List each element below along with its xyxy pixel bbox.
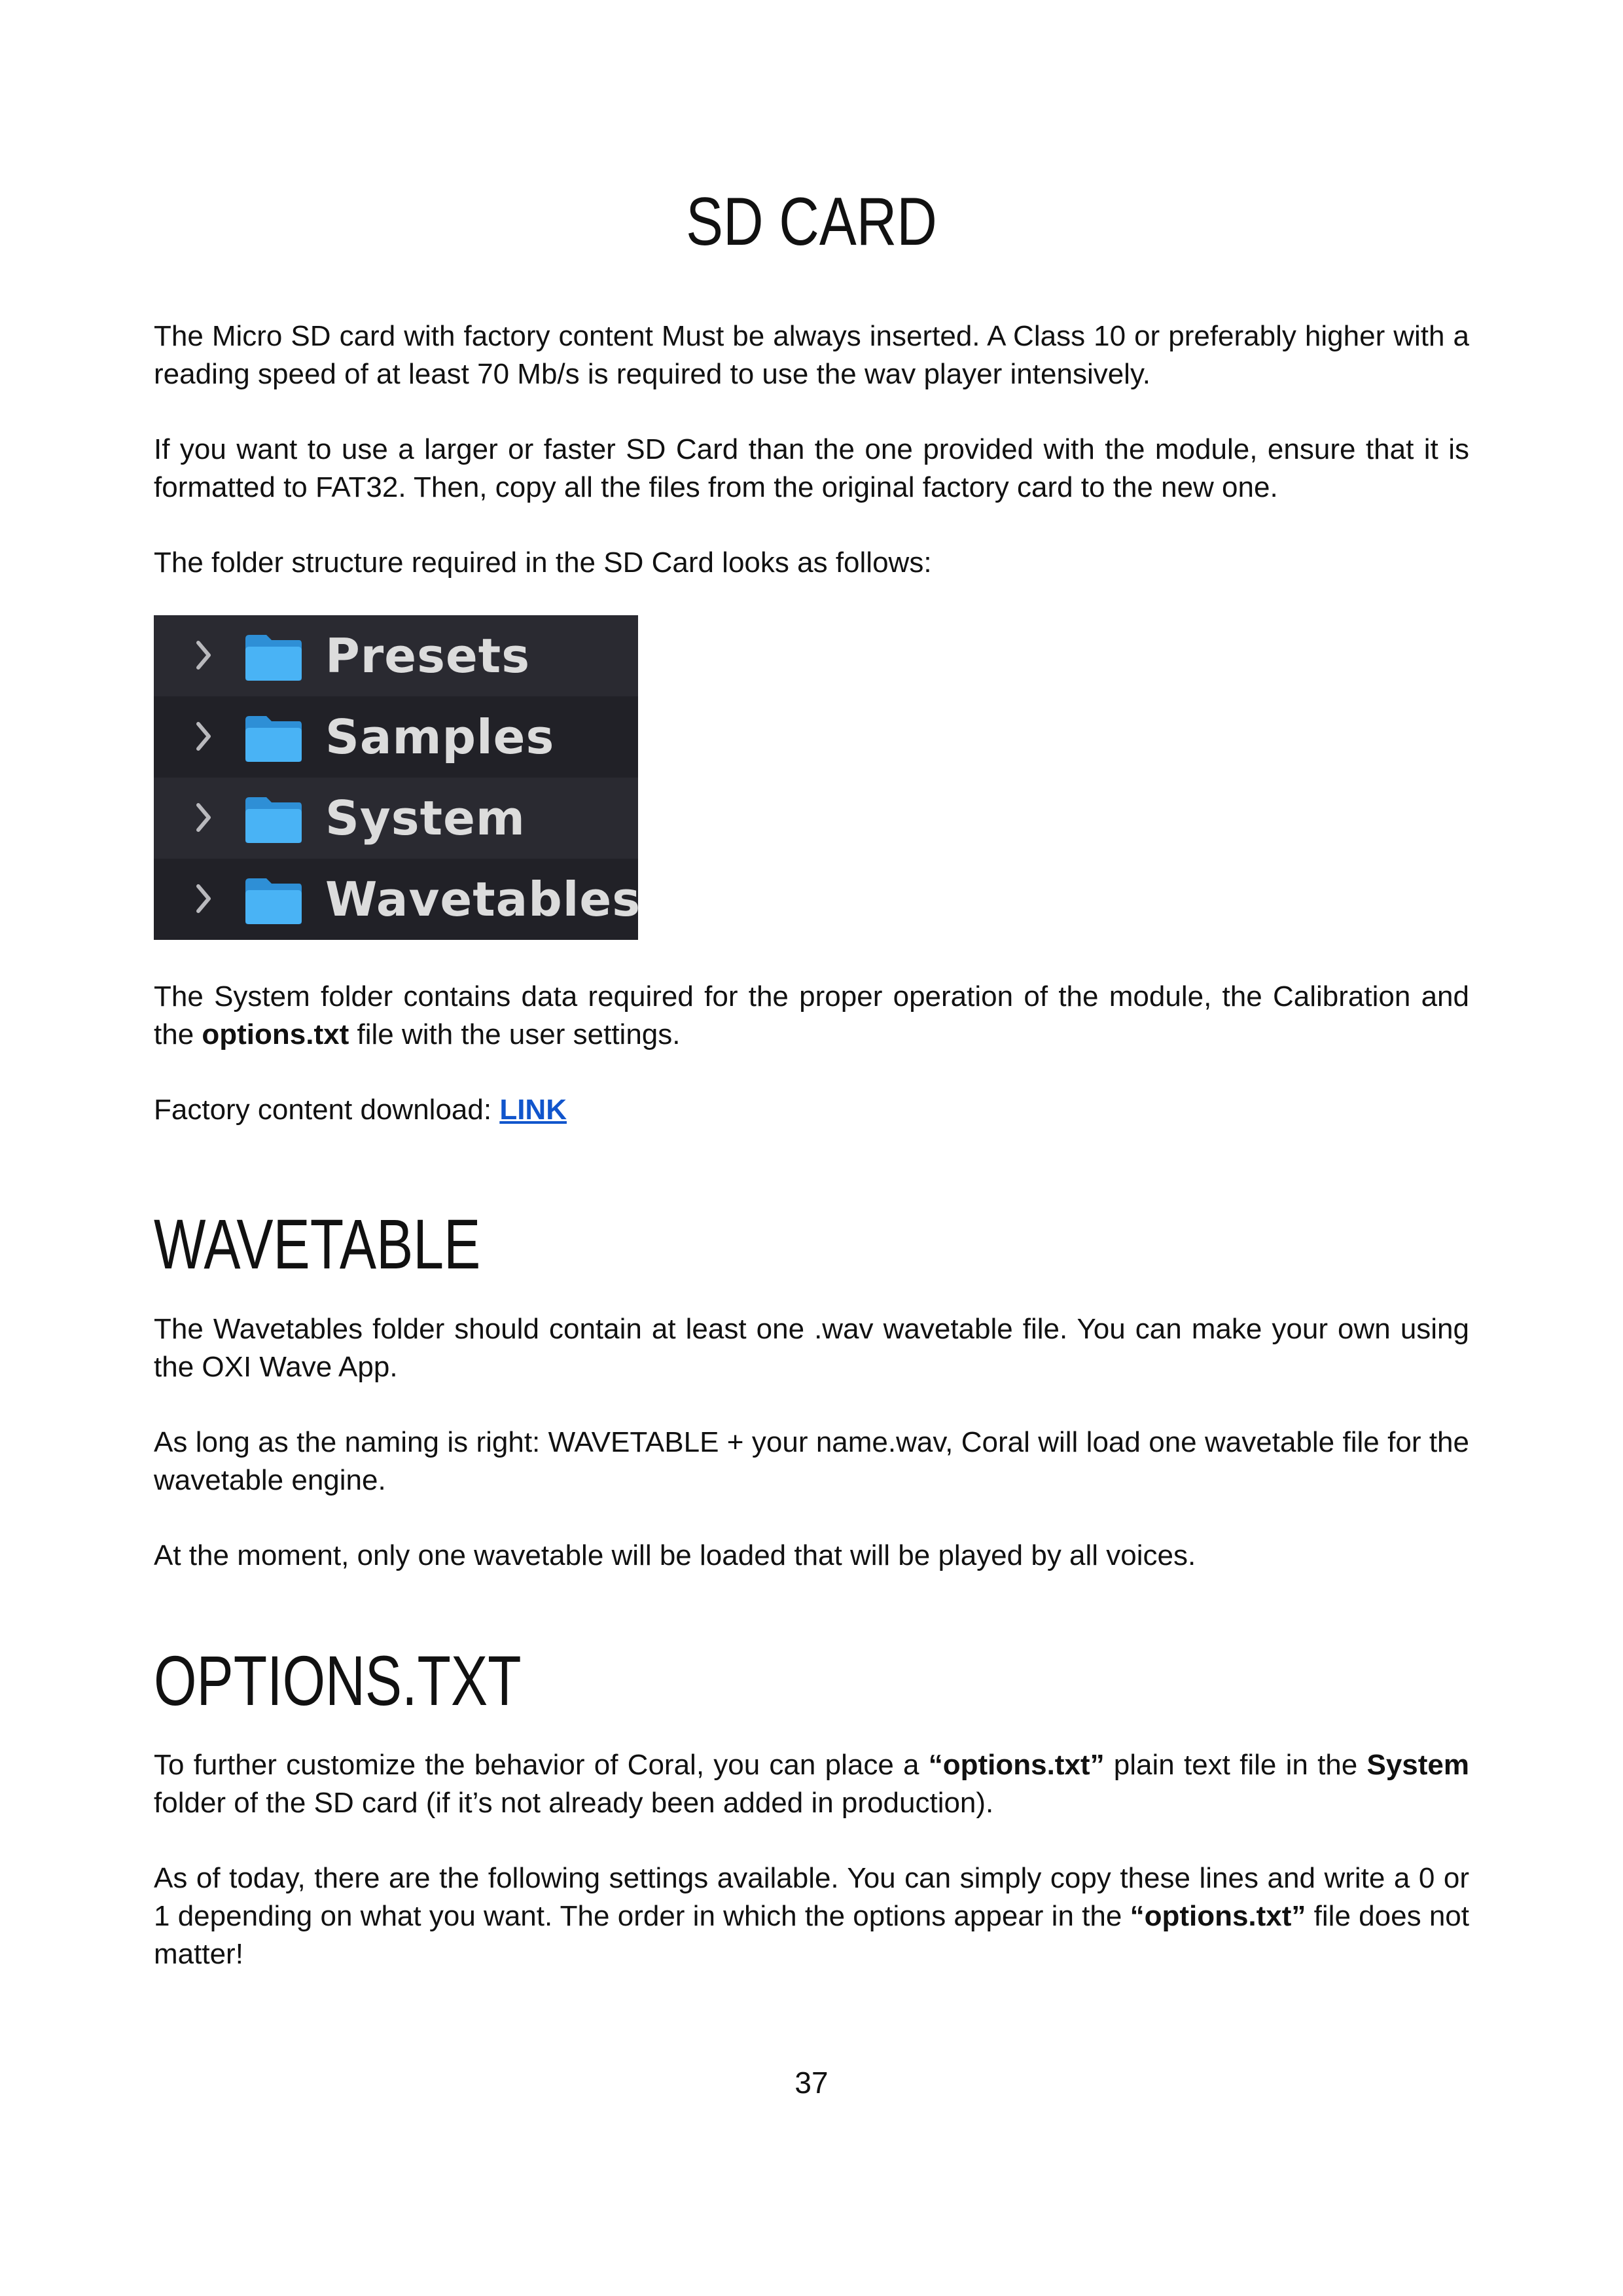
section-heading-wavetable: WAVETABLE: [154, 1204, 481, 1283]
folder-name: Presets: [325, 628, 531, 683]
folder-row-system: [154, 778, 638, 859]
options-paragraph-1: [154, 1746, 1469, 1822]
folder-icon: [243, 876, 304, 925]
folder-row-presets: [154, 615, 638, 696]
folder-icon: [243, 632, 304, 682]
system-folder-name: System: [1366, 1749, 1470, 1781]
folder-icon: [243, 713, 304, 763]
text-run: file with the user settings.: [349, 1018, 681, 1050]
folder-icon: [243, 795, 304, 844]
wavetable-paragraph-3: At the moment, only one wavetable will be loaded that will be played by all voices.: [154, 1539, 1196, 1571]
folder-name: Samples: [325, 709, 555, 764]
sd-card-paragraph-1: The Micro SD card with factory content Must be always inserted. A Class 10 or preferably higher with a reading speed of at least 70 Mb/s is required to use the wav player intensively.: [154, 320, 1469, 390]
folder-name: System: [325, 791, 526, 846]
folder-row-wavetables: [154, 859, 641, 940]
section-heading-options: OPTIONS.TXT: [154, 1641, 522, 1720]
folder-row-samples: [154, 696, 638, 778]
download-link[interactable]: LINK: [499, 1094, 567, 1126]
options-file-name: “options.txt”: [928, 1749, 1105, 1781]
text-run: The System folder contains data required for the proper operation of the module, the Calibration and the: [154, 980, 1469, 1050]
options-file-name: “options.txt”: [1130, 1900, 1306, 1932]
chevron-right-icon: [194, 882, 213, 915]
folder-name: Wavetables: [325, 872, 641, 927]
options-file-name: options.txt: [202, 1018, 349, 1050]
wavetable-paragraph-1: The Wavetables folder should contain at least one .wav wavetable file. You can make your own using the OXI Wave App.: [154, 1313, 1469, 1383]
wavetable-paragraph-2: As long as the naming is right: WAVETABLE + your name.wav, Coral will load one wavetable file for the wavetable engine.: [154, 1426, 1469, 1496]
text-run: folder of the SD card (if it’s not already been added in production).: [154, 1787, 994, 1819]
chevron-right-icon: [194, 639, 213, 672]
text-run: To further customize the behavior of Coral, you can place a: [154, 1749, 929, 1781]
chevron-right-icon: [194, 801, 213, 834]
folder-structure-image: [154, 615, 641, 940]
download-label: Factory content download:: [154, 1094, 500, 1126]
sd-card-paragraph-3: The folder structure required in the SD Card looks as follows:: [154, 547, 932, 579]
text-run: file does not matter!: [154, 1900, 1469, 1970]
system-folder-paragraph: [154, 978, 1469, 1054]
chevron-right-icon: [194, 720, 213, 753]
page-number: 37: [794, 2066, 829, 2100]
factory-download-line: [154, 1091, 1469, 1129]
options-paragraph-2: [154, 1859, 1469, 1973]
text-run: As of today, there are the following settings available. You can simply copy these lines and write a 0 or 1 depending on what you want. The order in which the options appear in the: [154, 1862, 1469, 1932]
text-run: plain text file in the: [1104, 1749, 1367, 1781]
page-title: SD CARD: [686, 184, 937, 260]
sd-card-paragraph-2: If you want to use a larger or faster SD Card than the one provided with the module, ensure that it is formatted to FAT32. Then, copy all the files from the original factory card to the new one.: [154, 433, 1469, 503]
